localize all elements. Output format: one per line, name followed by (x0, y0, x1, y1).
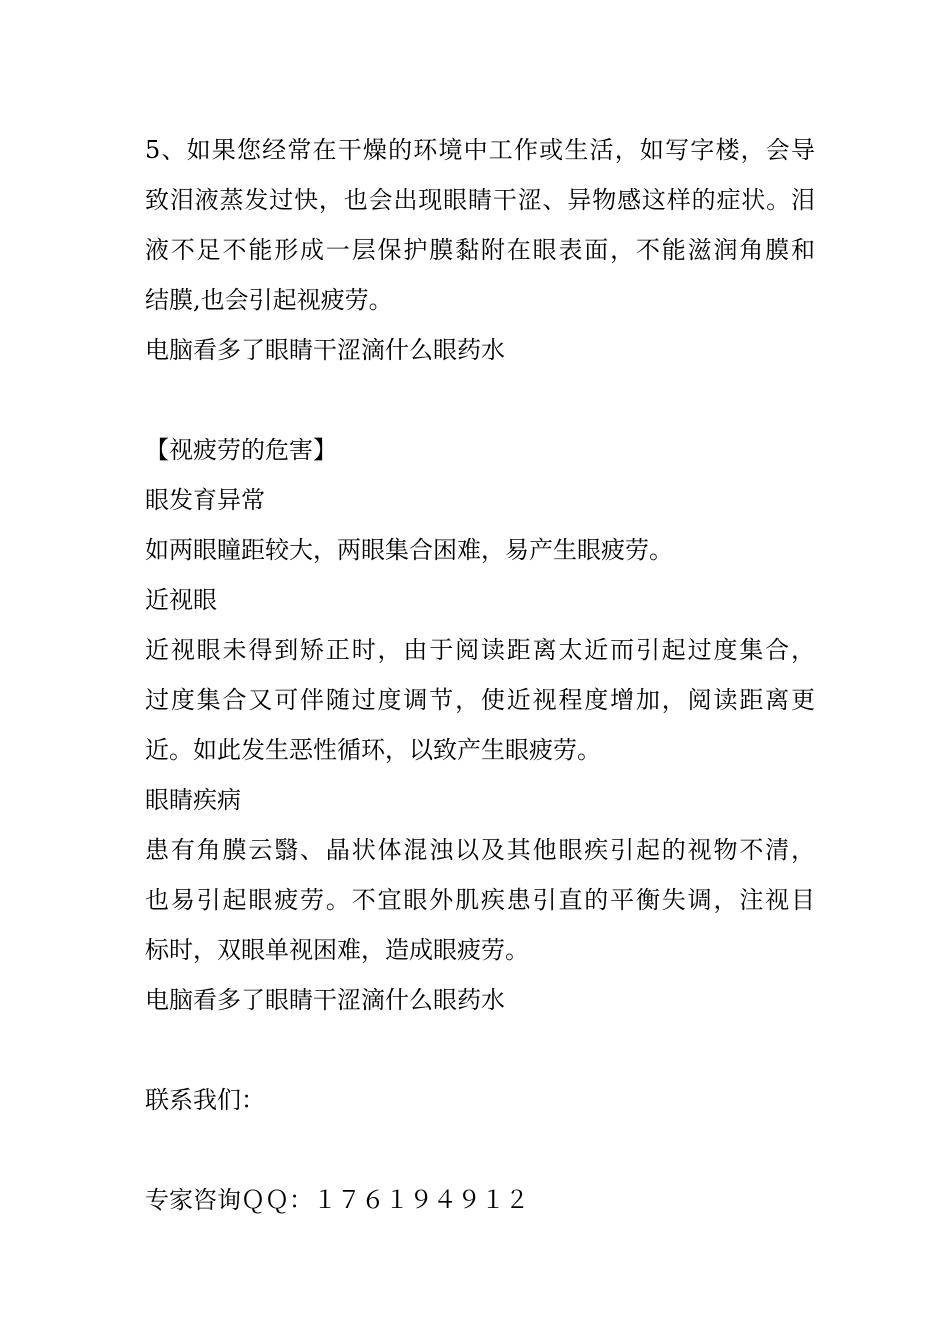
paragraph-line: 近视眼未得到矫正时，由于阅读距离太近而引起过度集合， (145, 636, 815, 664)
paragraph-line: 5、如果您经常在干燥的环境中工作或生活，如写字楼，会导 (145, 136, 815, 164)
paragraph-line: 近。如此发生恶性循环，以致产生眼疲劳。 (145, 736, 601, 764)
section-title: 【视疲劳的危害】 (145, 436, 337, 464)
paragraph-line: 液不足不能形成一层保护膜黏附在眼表面，不能滋润角膜和 (145, 236, 815, 264)
article-link[interactable]: 电脑看多了眼睛干涩滴什么眼药水 (145, 986, 505, 1014)
article-link[interactable]: 电脑看多了眼睛干涩滴什么眼药水 (145, 336, 505, 364)
item-heading: 近视眼 (145, 586, 217, 614)
item-heading: 眼睛疾病 (145, 786, 241, 814)
paragraph-line: 患有角膜云翳、晶状体混浊以及其他眼疾引起的视物不清， (145, 836, 815, 864)
item-heading: 眼发育异常 (145, 486, 265, 514)
paragraph-line: 结膜,也会引起视疲劳。 (145, 286, 393, 314)
qq-contact: 专家咨询ＱＱ：１７６１９４９１２ (145, 1186, 529, 1214)
paragraph-line: 致泪液蒸发过快，也会出现眼睛干涩、异物感这样的症状。泪 (145, 186, 815, 214)
paragraph-line: 也易引起眼疲劳。不宜眼外肌疾患引直的平衡失调，注视目 (145, 886, 815, 914)
paragraph-line: 标时，双眼单视困难，造成眼疲劳。 (145, 936, 529, 964)
paragraph-line: 过度集合又可伴随过度调节，使近视程度增加，阅读距离更 (145, 686, 815, 714)
contact-heading: 联系我们： (145, 1086, 265, 1114)
paragraph-line: 如两眼瞳距较大，两眼集合困难，易产生眼疲劳。 (145, 536, 673, 564)
